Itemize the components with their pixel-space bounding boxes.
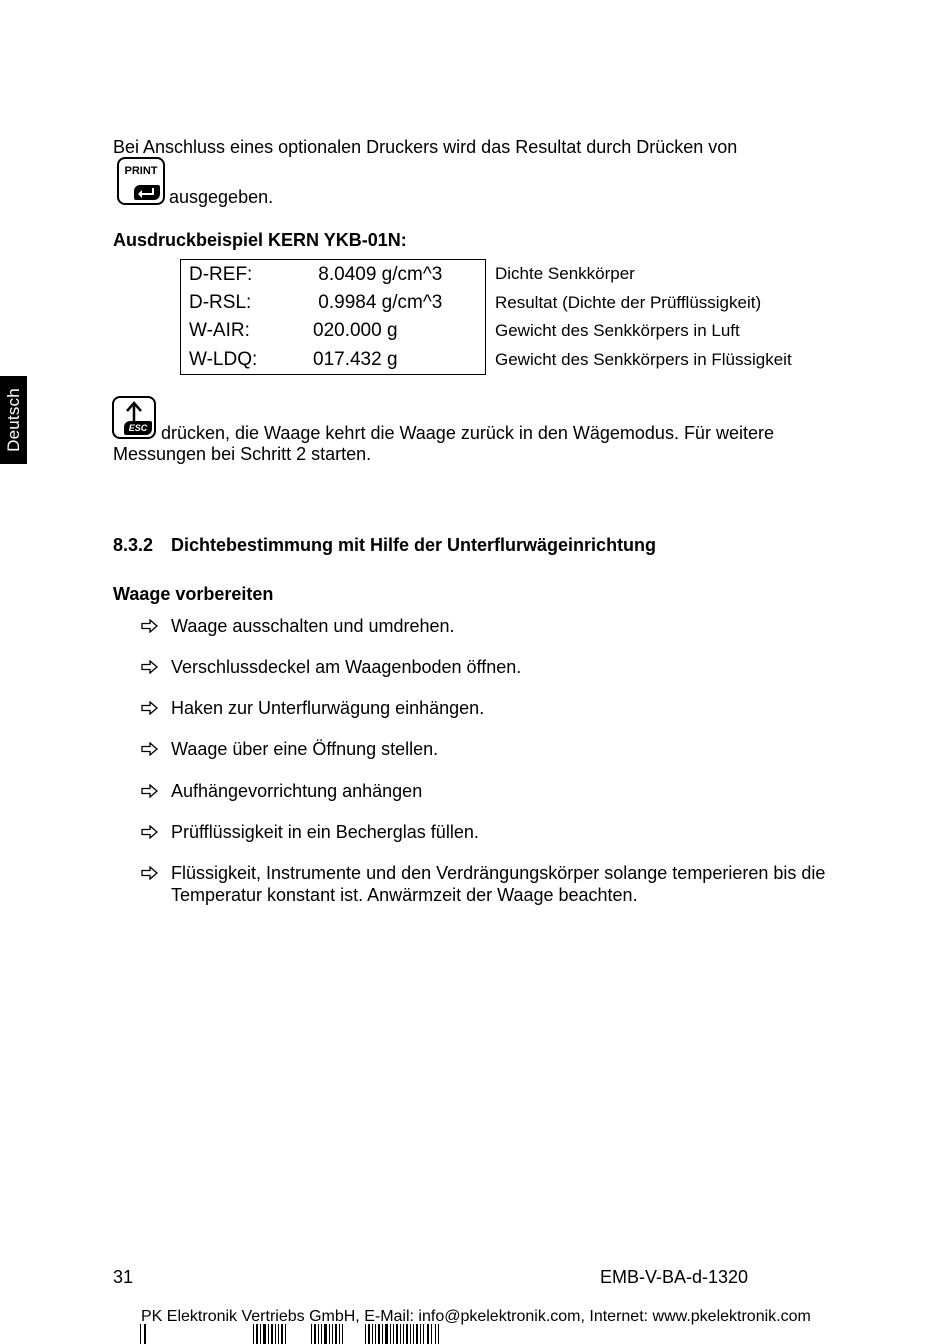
list-item-text: Verschlussdeckel am Waagenboden öffnen. — [171, 657, 522, 677]
list-item-text: Flüssigkeit, Instrumente und den Verdrängungskörper solange temperieren bis die Temperatur konstant ist. Anwärmzeit der Waage beachten. — [171, 863, 826, 905]
printout-description: Gewicht des Senkkörpers in Flüssigkeit — [495, 350, 792, 369]
up-arrow-icon — [125, 401, 143, 423]
arrow-right-icon — [141, 660, 159, 674]
printout-value: 020.000 g — [313, 320, 398, 341]
printout-row — [181, 289, 485, 317]
print-key-label: PRINT — [124, 165, 158, 177]
printout-heading: Ausdruckbeispiel KERN YKB-01N: — [113, 230, 407, 250]
arrow-right-icon — [141, 742, 159, 756]
printout-key: D-RSL: — [189, 292, 252, 313]
list-item-text: Prüfflüssigkeit in ein Becherglas füllen. — [171, 822, 479, 842]
list-item-text: Waage ausschalten und umdrehen. — [171, 616, 455, 636]
arrow-right-icon — [141, 619, 159, 633]
list-item-text: Haken zur Unterflurwägung einhängen. — [171, 698, 485, 718]
document-code: EMB-V-BA-d-1320 — [600, 1267, 749, 1287]
language-tab — [0, 376, 27, 464]
printout-key: W-AIR: — [189, 320, 250, 341]
printout-row — [181, 261, 485, 289]
footer-company-line: PK Elektronik Vertriebs GmbH, E-Mail: info@pkelektronik.com, Internet: www.pkelektronik.com — [141, 1308, 811, 1325]
page-number: 31 — [113, 1267, 134, 1287]
printout-row — [181, 346, 485, 374]
printout-description: Dichte Senkkörper — [495, 264, 635, 283]
enter-arrow-icon — [134, 185, 160, 200]
printout-value: 0.9984 g/cm^3 — [313, 292, 443, 313]
esc-key-label: ESC — [124, 421, 152, 435]
section-title: Dichtebestimmung mit Hilfe der Unterflurwägeinrichtung — [171, 535, 657, 555]
printout-key: D-REF: — [189, 264, 253, 285]
printout-row — [181, 317, 485, 345]
section-number: 8.3.2 — [113, 535, 154, 555]
list-item-text: Aufhängevorrichtung anhängen — [171, 781, 423, 801]
printout-description: Resultat (Dichte der Prüfflüssigkeit) — [495, 293, 762, 312]
printout-description: Gewicht des Senkkörpers in Luft — [495, 321, 740, 340]
intro-line-2: ausgegeben. — [169, 187, 274, 207]
list-item-text: Waage über eine Öffnung stellen. — [171, 739, 439, 759]
arrow-right-icon — [141, 784, 159, 798]
arrow-right-icon — [141, 825, 159, 839]
language-tab-label: Deutsch — [3, 388, 23, 452]
printout-value: 017.432 g — [313, 349, 398, 370]
subheading: Waage vorbereiten — [113, 584, 274, 604]
printout-box — [180, 259, 486, 375]
esc-key-icon — [112, 396, 156, 439]
printout-value: 8.0409 g/cm^3 — [313, 264, 443, 285]
esc-paragraph-line-2: Messungen bei Schritt 2 starten. — [113, 444, 372, 464]
printout-key: W-LDQ: — [189, 349, 258, 370]
arrow-right-icon — [141, 701, 159, 715]
esc-paragraph-line-1: drücken, die Waage kehrt die Waage zurück in den Wägemodus. Für weitere — [161, 423, 774, 443]
intro-line-1: Bei Anschluss eines optionalen Druckers wird das Resultat durch Drücken von — [113, 137, 738, 157]
print-key-icon — [117, 157, 165, 205]
arrow-right-icon — [141, 866, 159, 880]
